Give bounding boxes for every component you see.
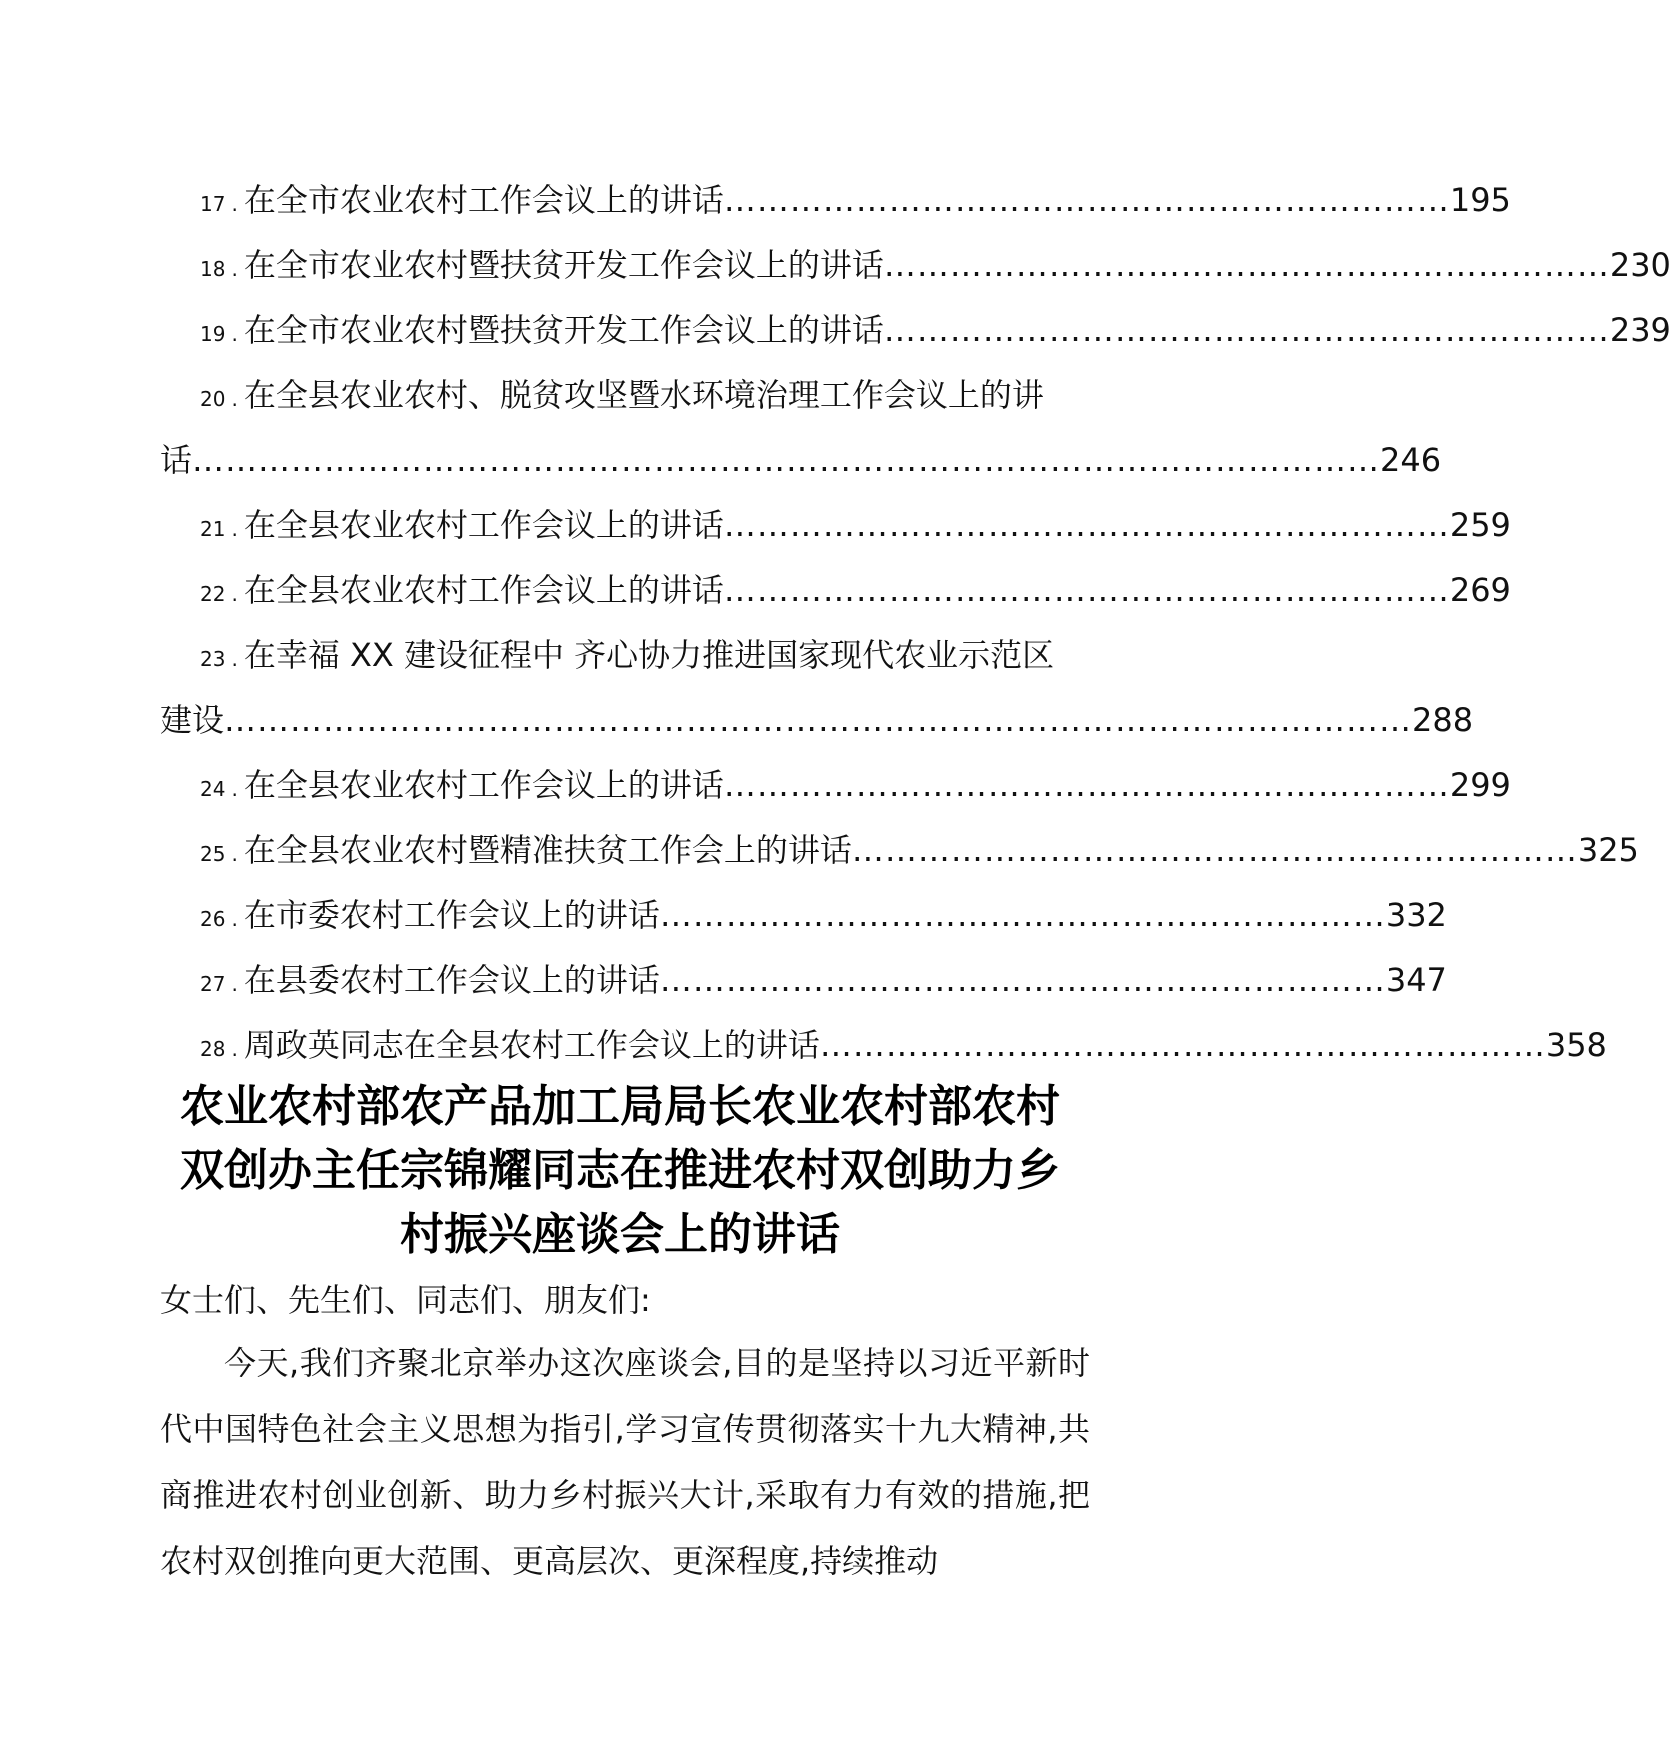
toc-entry-page: 269: [1449, 571, 1511, 609]
article-salutation: 女士们、先生们、同志们、朋友们:: [160, 1281, 651, 1319]
toc-dot-leader: …………………………………………………………: [723, 766, 1450, 804]
toc-entry-title: 在市委农村工作会议上的讲话: [243, 896, 660, 934]
toc-entry-number: 23: [200, 647, 226, 671]
toc-entry[interactable]: [160, 623, 1100, 688]
toc-entry[interactable]: [160, 818, 1639, 883]
toc-entry-separator: .: [231, 192, 238, 216]
toc-entry-title: 在全县农业农村暨精准扶贫工作会上的讲话: [243, 831, 852, 869]
toc-entry-separator: .: [231, 517, 238, 541]
toc-entry-separator: .: [231, 322, 238, 346]
toc-entry-page: 195: [1449, 181, 1511, 219]
toc-dot-leader: …………………………………………………………: [819, 1026, 1546, 1064]
toc-entry[interactable]: [160, 493, 1511, 558]
article-title: 农业农村部农产品加工局局长农业农村部农村双创办主任宗锦耀同志在推进农村双创助力乡村振兴座谈会上的讲话: [180, 1081, 1060, 1260]
toc-entry[interactable]: [160, 883, 1447, 948]
toc-entry-number: 22: [200, 582, 226, 606]
toc-entry-title: 在全县农业农村工作会议上的讲话: [243, 766, 724, 804]
article-paragraph: 今天,我们齐聚北京举办这次座谈会,目的是坚持以习近平新时代中国特色社会主义思想为指引,学习宣传贯彻落实十九大精神,共商推进农村创业创新、助力乡村振兴大计,采取有力有效的措施,把农村双创推向更大范围、更高层次、更深程度,持续推动: [160, 1344, 1090, 1580]
toc-entry-page: 325: [1577, 831, 1639, 869]
toc-entry-number: 24: [200, 777, 226, 801]
toc-entry-number: 17: [200, 192, 226, 216]
toc-entry[interactable]: [160, 233, 1671, 298]
toc-entry-page: 288: [1412, 701, 1474, 739]
toc-entry-title: 在县委农村工作会议上的讲话: [243, 961, 660, 999]
toc-entry[interactable]: [160, 753, 1511, 818]
toc-entry-number: 21: [200, 517, 226, 541]
toc-entry-separator: .: [231, 257, 238, 281]
toc-entry-separator: .: [231, 777, 238, 801]
toc-entry-separator: .: [231, 647, 238, 671]
toc-entry-title: 在全县农业农村、脱贫攻坚暨水环境治理工作会议上的讲: [243, 376, 1044, 414]
toc-entry-number: 28: [200, 1037, 226, 1061]
toc-entry-separator: .: [231, 1037, 238, 1061]
toc-dot-leader: …………………………………………………………: [883, 246, 1610, 284]
toc-entry-title: 在全市农业农村暨扶贫开发工作会议上的讲话: [243, 311, 884, 349]
toc-dot-leader: …………………………………………………………: [883, 311, 1610, 349]
toc-entry-page: 332: [1385, 896, 1447, 934]
toc-entry-number: 26: [200, 907, 226, 931]
toc-entry-continuation[interactable]: [160, 688, 1474, 753]
toc-entry-title-cont: 建设: [160, 701, 225, 739]
toc-entry-separator: .: [231, 972, 238, 996]
toc-entry[interactable]: [160, 1013, 1607, 1078]
toc-entry-page: 299: [1449, 766, 1511, 804]
toc-entry-number: 19: [200, 322, 226, 346]
toc-entry[interactable]: [160, 948, 1447, 1013]
toc-entry-title: 在全县农业农村工作会议上的讲话: [243, 571, 724, 609]
toc-entry-page: 358: [1545, 1026, 1607, 1064]
toc-entry-page: 347: [1385, 961, 1447, 999]
toc-entry-title: 周政英同志在全县农村工作会议上的讲话: [243, 1026, 820, 1064]
toc-dot-leader: …………………………………………………………: [659, 961, 1386, 999]
toc-entry[interactable]: [160, 298, 1671, 363]
toc-entry-title: 在全市农业农村暨扶贫开发工作会议上的讲话: [243, 246, 884, 284]
toc-entry-title: 在全县农业农村工作会议上的讲话: [243, 506, 724, 544]
toc-entry-number: 27: [200, 972, 226, 996]
toc-entry-number: 18: [200, 257, 226, 281]
table-of-contents: [160, 168, 1671, 1078]
toc-entry[interactable]: [160, 363, 1100, 428]
toc-entry-separator: .: [231, 907, 238, 931]
toc-entry-number: 25: [200, 842, 226, 866]
toc-entry-number: 20: [200, 387, 226, 411]
toc-dot-leader: …………………………………………………………: [659, 896, 1386, 934]
toc-dot-leader: …………………………………………………………: [723, 571, 1450, 609]
toc-entry-title: 在幸福 XX 建设征程中 齐心协力推进国家现代农业示范区: [243, 636, 1055, 674]
toc-dot-leader: ………………………………………………………………………………………………: [192, 441, 1381, 479]
toc-entry[interactable]: [160, 558, 1511, 623]
toc-entry-separator: .: [231, 387, 238, 411]
toc-entry-separator: .: [231, 842, 238, 866]
toc-entry[interactable]: [160, 168, 1511, 233]
toc-entry-title-cont: 话: [160, 441, 193, 479]
toc-dot-leader: …………………………………………………………: [851, 831, 1578, 869]
toc-entry-page: 230: [1609, 246, 1671, 284]
toc-dot-leader: …………………………………………………………: [723, 181, 1450, 219]
toc-dot-leader: ………………………………………………………………………………………………: [224, 701, 1413, 739]
toc-entry-page: 239: [1609, 311, 1671, 349]
toc-entry-title: 在全市农业农村工作会议上的讲话: [243, 181, 724, 219]
toc-entry-continuation[interactable]: [160, 428, 1442, 493]
toc-entry-separator: .: [231, 582, 238, 606]
toc-entry-page: 246: [1380, 441, 1442, 479]
toc-entry-page: 259: [1449, 506, 1511, 544]
toc-dot-leader: …………………………………………………………: [723, 506, 1450, 544]
